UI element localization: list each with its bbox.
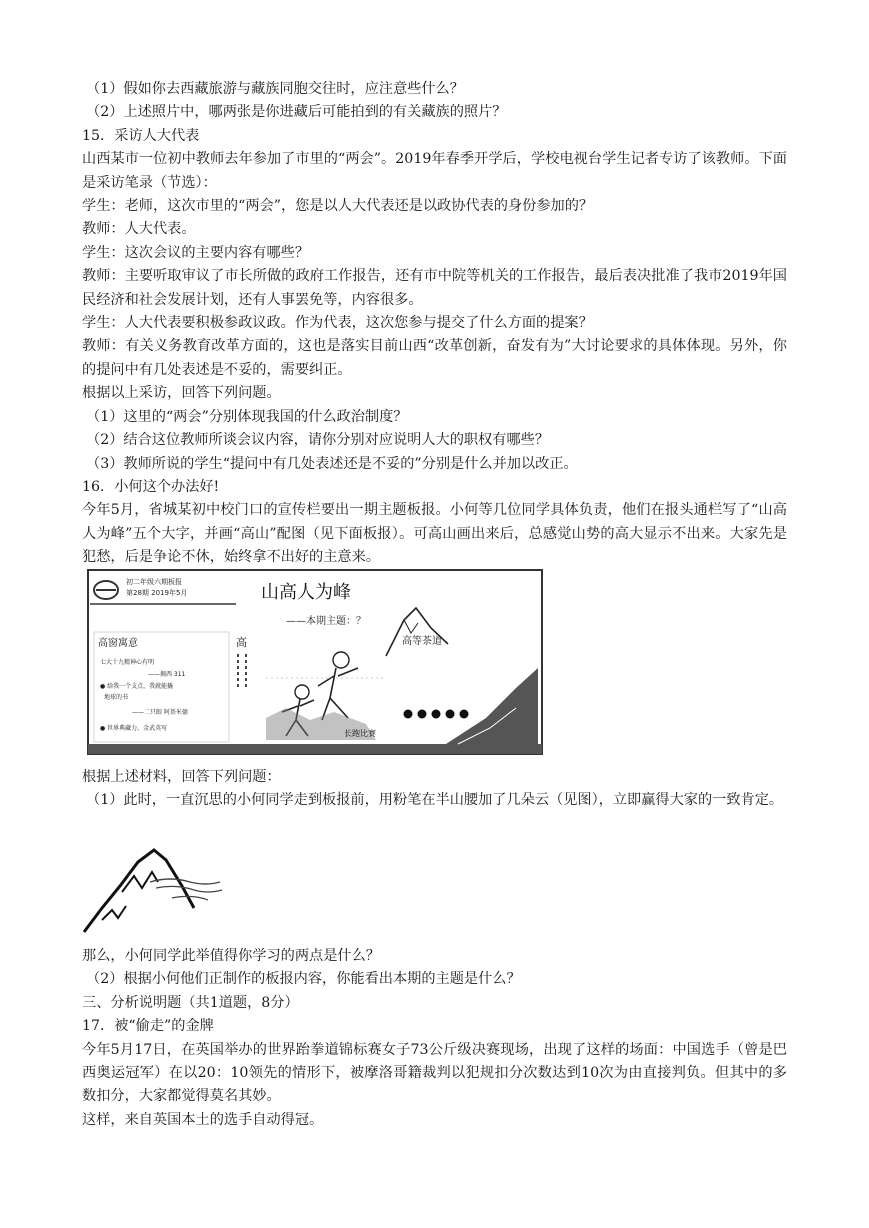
q15-sub3: （3）教师所说的学生“提问中有几处表述还是不妥的”分别是什么并加以改正。 — [86, 455, 578, 472]
q17-section — [82, 945, 787, 1132]
q15-dialog-3: 学生：这次会议的主要内容有哪些？ — [82, 244, 310, 261]
left-line-1: 七大十九精神心有明 — [100, 659, 155, 666]
left-line-6: ● 世界典藏力，金武英写 — [100, 725, 168, 732]
q17-last-line: 这样，来自英国本土的选手自动得冠。 — [82, 1111, 324, 1128]
header-line2: 第28期 2019年5月 — [126, 589, 188, 597]
left-line-4: 地球的书 — [104, 694, 129, 701]
middle-column-heading: 高 — [236, 636, 247, 649]
q15-prompt: 根据以上采访，回答下列问题。 — [82, 385, 281, 402]
left-line-2: ——揭西 311 — [148, 671, 186, 678]
board-subtitle: ——本期主题：？ — [286, 616, 366, 627]
q16-intro: 今年5月，省城某初中校门口的宣传栏要出一期主题板报。小何等几位同学具体负责，他们在报头通栏写了“山高人为峰”五个大字，并画“高山”配图（见下面板报）。可高山画出来后，总感觉山势的高大显示不出来。大家先是犯愁，后是争论不休，始终拿不出好的主意来。 — [82, 502, 787, 566]
document-page — [82, 78, 787, 570]
q15-intro: 山西某市一位初中教师去年参加了市里的“两会”。2019年春季开学后，学校电视台学生记者专访了该教师。下面是采访笔录（节选）： — [82, 151, 787, 191]
board-title: 山高人为峰 — [261, 582, 351, 603]
q15-dialog-2: 教师：人大代表。 — [82, 221, 196, 238]
q17-heading: 17．被“偷走”的金牌 — [82, 1018, 214, 1035]
section-three-heading: 三、分析说明题（共1道题，8分） — [82, 994, 299, 1011]
q15-sub2: （2）结合这位教师所谈会议内容，请你分别对应说明人大的职权有哪些？ — [86, 432, 550, 449]
q15-teacher-answer-2: 教师：有关义务教育改革方面的，这也是落实目前山西“改革创新，奋发有为”大讨论要求的具体体现。另外，你的提问中有几处表述是不妥的，需要纠正。 — [82, 338, 787, 378]
q17-paragraph: 今年5月17日，在英国举办的世界跆拳道锦标赛女子73公斤级决赛现场，出现了这样的场面：中国选手（曾是巴西奥运冠军）在以20：10领先的情形下，被摩洛哥籍裁判以犯规扣分次数达到10次为由直接判负。但其中的多数扣分，大家都觉得莫名其妙。 — [82, 1041, 787, 1105]
q15-student-question: 学生：人大代表要积极参政议政。作为代表，这次您参与提交了什么方面的提案？ — [82, 315, 593, 332]
right-column-heading: 高等茶道 — [402, 636, 442, 647]
mountain-clouds-image — [82, 842, 224, 938]
cloud-lines — [150, 879, 222, 900]
q16-heading: 16．小何这个办法好! — [82, 478, 220, 495]
left-line-3: ● 给我一个支点，我就能撬 — [100, 683, 174, 690]
blackboard-newspaper-image — [86, 568, 544, 756]
q16-sub1: （1）此时，一直沉思的小何同学走到板报前，用粉笔在半山腰加了几朵云（见图），立即赢得大家的一致肯定。 — [86, 792, 784, 809]
q14-sub2: （2）上述照片中，哪两张是你进藏后可能拍到的有关藏族的照片？ — [86, 104, 507, 121]
q15-sub1: （1）这里的“两会”分别体现我国的什么政治制度？ — [86, 408, 408, 425]
left-line-5: ——二只眼 阿基米德 — [132, 709, 188, 716]
runners-caption: 长跑比赛 — [344, 729, 376, 738]
q16-sub1-question: 那么，小何同学此举值得你学习的两点是什么？ — [82, 948, 380, 964]
q16-prompt: 根据上述材料，回答下列问题： — [82, 769, 281, 785]
q14-sub1: （1）假如你去西藏旅游与藏族同胞交往时，应注意些什么？ — [86, 81, 464, 97]
q16-questions — [82, 766, 787, 813]
q15-dialog-1: 学生：老师，这次市里的“两会”，您是以人大代表还是以政协代表的身份参加的？ — [82, 198, 594, 215]
q16-sub2: （2）根据小何他们正制作的板报内容，你能看出本期的主题是什么？ — [86, 971, 521, 988]
q15-teacher-answer: 教师：主要听取审议了市长所做的政府工作报告，还有市中院等机关的工作报告，最后表决批准了我市2019年国民经济和社会发展计划，还有人事罢免等，内容很多。 — [82, 268, 787, 308]
q15-heading: 15．采访人大代表 — [82, 127, 200, 144]
header-line1: 初二年级六期板报 — [126, 578, 182, 586]
left-column-heading: 高窗寓意 — [98, 638, 138, 649]
